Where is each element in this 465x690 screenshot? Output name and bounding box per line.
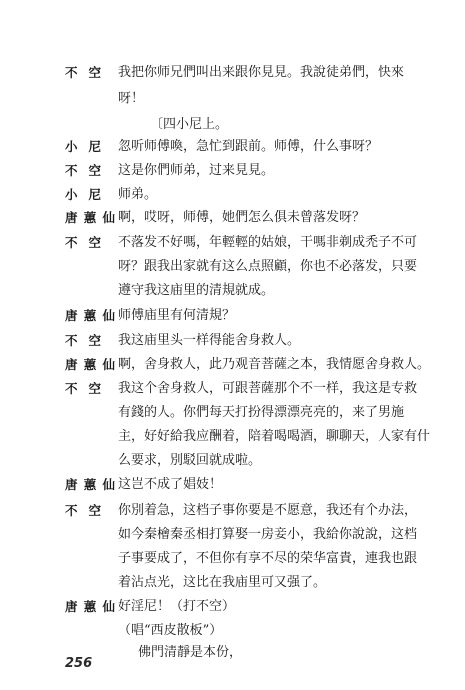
dialogue-text: 呀！ [118, 91, 145, 106]
dialogue-text: 好淫尼！（打不空） [118, 599, 236, 614]
dialogue-text: 我这庙里头一样得能舍身救人。 [118, 333, 301, 348]
dialogue-text: 忽听师傅喚，急忙到跟前。师傅，什么事呀？ [118, 139, 379, 154]
speaker-name: 小 尼 [65, 187, 101, 202]
speaker-name: 小 尼 [65, 139, 101, 154]
dialogue-text: 遵守我这庙里的清規就成。 [118, 283, 275, 298]
speaker-name: 不 空 [65, 65, 101, 80]
speaker-name: 不 空 [65, 235, 101, 250]
dialogue-text: 有錢的人。你們每天打扮得漂漂亮亮的，来了男施 [118, 405, 405, 420]
speaker-name: 唐 蕙 仙 [65, 210, 115, 225]
dialogue-text: 么要求，別駁回就成啦。 [118, 453, 262, 468]
dialogue-text: 我把你师兄們叫出来跟你見見。我說徒弟們，快來 [118, 65, 405, 80]
dialogue-text: 着沾点光，这比在我庙里可又强了。 [118, 575, 327, 590]
stage-direction: （唱“西皮散板”） [118, 623, 223, 638]
stage-direction: 〔四小尼上。 [150, 117, 229, 132]
speaker-name: 唐 蕙 仙 [65, 599, 115, 614]
dialogue-text: 不落发不好嗎，年輕輕的姑娘，干嗎非剃成禿子不可 [118, 235, 418, 250]
dialogue-text: 如今秦檜秦丞相打算娶一房妾小，我給你說說，这档 [118, 527, 418, 542]
dialogue-text: 你別着急，这档子事你要是不愿意，我还有个办法， [118, 503, 418, 518]
dialogue-text: 师弟。 [118, 187, 158, 202]
dialogue-text: 主，好好給我应酬着，陪着喝喝酒，聊聊天，人家有什 [118, 429, 431, 444]
dialogue-text: 我这个舍身救人，可跟菩薩那个不一样，我这是专救 [118, 381, 418, 396]
page-number: 256 [65, 656, 93, 671]
dialogue-text: 子事要成了，不但你有享不尽的荣华富貴，連我也跟 [118, 551, 418, 566]
stage-direction: 佛門清靜是本份， [138, 645, 243, 660]
speaker-name: 唐 蕙 仙 [65, 357, 115, 372]
dialogue-text: 这是你們师弟，过来見見。 [118, 163, 275, 178]
speaker-name: 不 空 [65, 503, 101, 518]
speaker-name: 唐 蕙 仙 [65, 308, 115, 323]
dialogue-text: 这岂不成了娼妓！ [118, 477, 223, 492]
dialogue-text: 呀？跟我出家就有这么点照顧，你也不必落发，只要 [118, 259, 418, 274]
dialogue-text: 啊，舍身救人，此乃观音菩薩之本，我情愿舍身救人。 [118, 357, 431, 372]
speaker-name: 唐 蕙 仙 [65, 477, 115, 492]
dialogue-text: 啊，哎呀，师傅，她們怎么俱未曾落发呀？ [118, 210, 366, 225]
dialogue-text: 师傅庙里有何清規？ [118, 308, 236, 323]
speaker-name: 不 空 [65, 381, 101, 396]
speaker-name: 不 空 [65, 163, 101, 178]
speaker-name: 不 空 [65, 333, 101, 348]
